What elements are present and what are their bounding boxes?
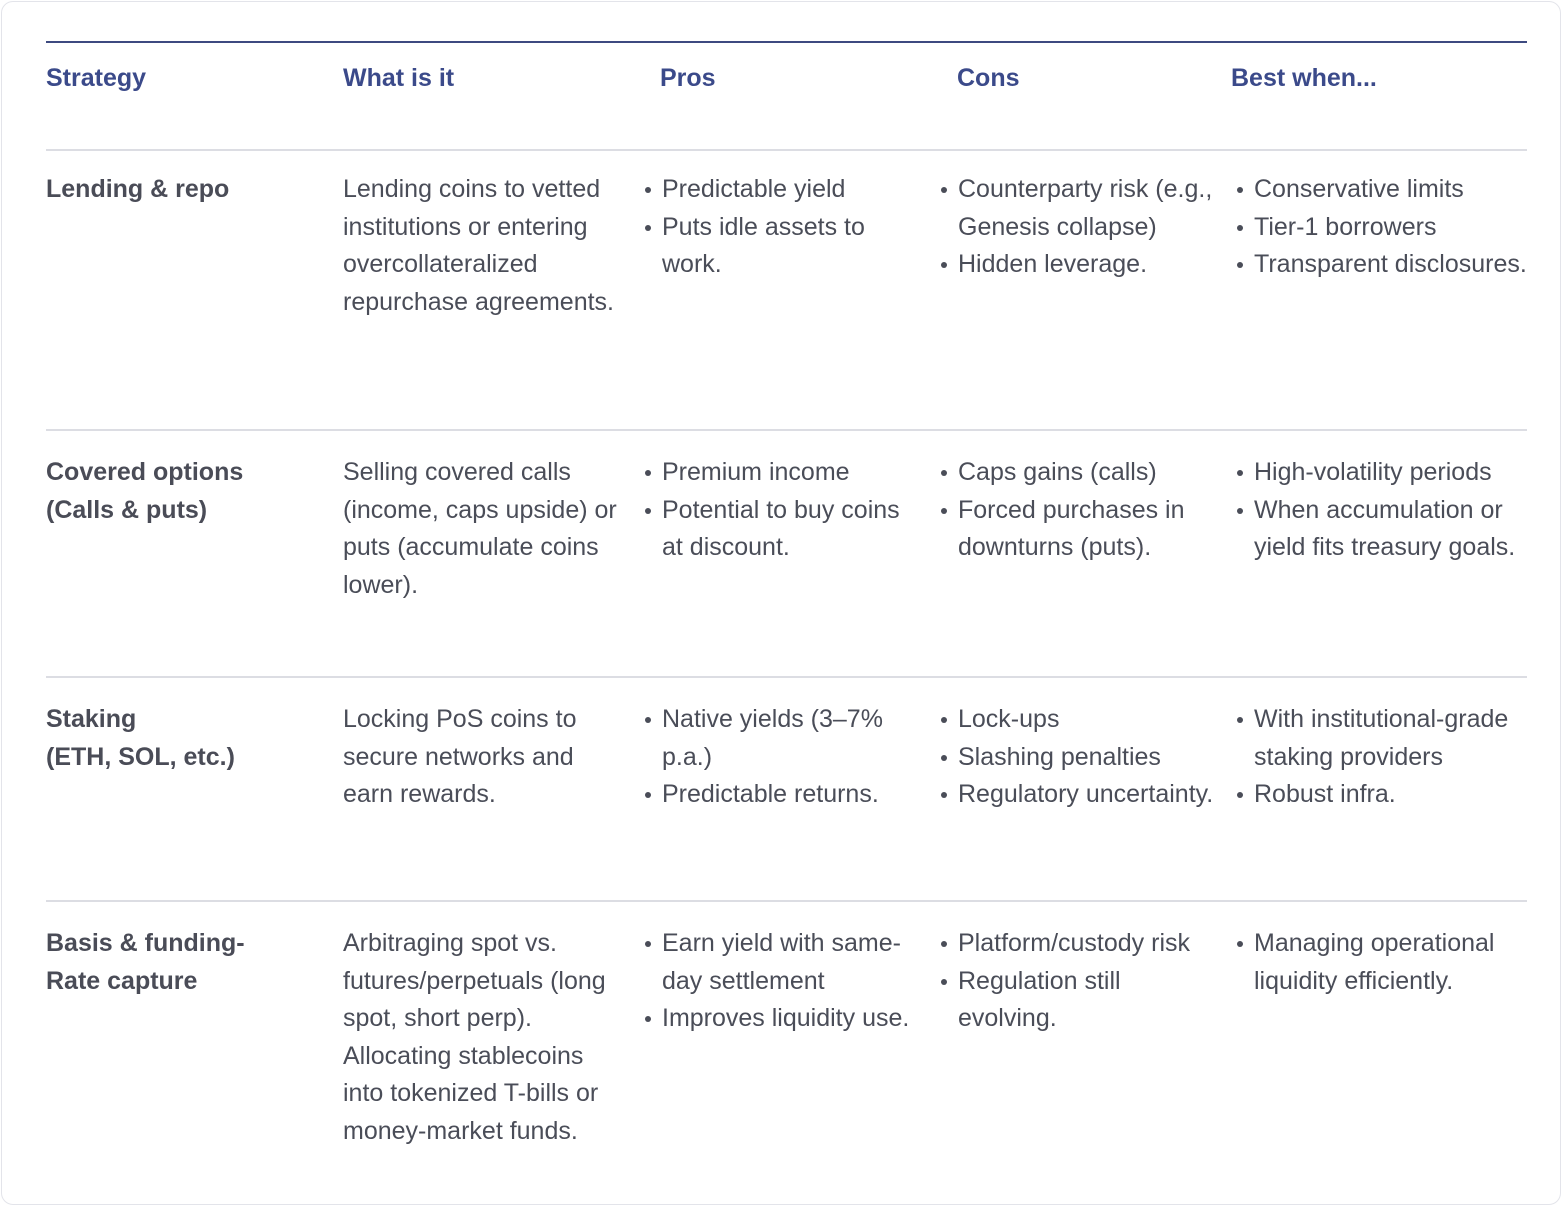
header-pros: Pros: [660, 64, 716, 92]
best-when-cell: [1232, 171, 1532, 284]
header-strategy: Strategy: [46, 64, 147, 92]
strategy-cell: [46, 701, 316, 776]
strategy-line: Staking: [46, 705, 137, 733]
row-divider: [46, 149, 1527, 151]
cons-cell: [936, 171, 1226, 284]
pros-cell: [640, 701, 925, 814]
strategy-line: (ETH, SOL, etc.): [46, 742, 235, 771]
pros-item: Puts idle assets to work.: [640, 209, 925, 284]
pros-item: Predictable returns.: [640, 776, 925, 814]
pros-cell: [640, 925, 925, 1038]
header-best-when: Best when...: [1231, 64, 1377, 92]
strategy-line: Rate capture: [46, 966, 198, 995]
pros-item: Premium income: [640, 454, 925, 492]
strategy-table-card: [1, 1, 1561, 1205]
pros-item: Earn yield with same-day settlement: [640, 925, 925, 1000]
best-when-item: High-volatility periods: [1232, 454, 1532, 492]
cons-item: Slashing penalties: [936, 739, 1226, 777]
strategy-cell: [46, 454, 316, 529]
table-top-rule: [46, 41, 1527, 43]
cons-item: Caps gains (calls): [936, 454, 1226, 492]
cons-item: Platform/custody risk: [936, 925, 1226, 963]
cons-item: Lock-ups: [936, 701, 1226, 739]
strategy-cell: [46, 925, 316, 1000]
cons-item: Regulation still evolving.: [936, 963, 1226, 1038]
best-when-cell: [1232, 701, 1532, 814]
row-divider: [46, 429, 1527, 431]
strategy-line: Basis & funding-: [46, 929, 245, 957]
pros-item: Improves liquidity use.: [640, 1000, 925, 1038]
best-when-item: Conservative limits: [1232, 171, 1532, 209]
what-cell: Selling covered calls (income, caps upside) or puts (accumulate coins lower).: [343, 458, 617, 599]
what-cell: Arbitraging spot vs. futures/perpetuals (long spot, short perp). Allocating stablecoins into tokenized T-bills or money-market funds.: [343, 929, 606, 1145]
best-when-cell: [1232, 925, 1532, 1000]
best-when-item: With institutional-grade staking providers: [1232, 701, 1532, 776]
pros-item: Predictable yield: [640, 171, 925, 209]
best-when-cell: [1232, 454, 1532, 567]
pros-cell: [640, 454, 925, 567]
header-what-is-it: What is it: [343, 64, 455, 92]
cons-item: Regulatory uncertainty.: [936, 776, 1226, 814]
strategy-line: Lending & repo: [46, 175, 230, 203]
pros-item: Native yields (3–7% p.a.): [640, 701, 925, 776]
best-when-item: Robust infra.: [1232, 776, 1532, 814]
cons-item: Hidden leverage.: [936, 246, 1226, 284]
cons-cell: [936, 925, 1226, 1038]
what-cell: Locking PoS coins to secure networks and earn rewards.: [343, 705, 577, 808]
best-when-item: Managing operational liquidity efficiently.: [1232, 925, 1532, 1000]
header-cons: Cons: [957, 64, 1020, 92]
row-divider: [46, 676, 1527, 678]
table-header-row: [46, 59, 1527, 99]
cons-item: Forced purchases in downturns (puts).: [936, 492, 1226, 567]
strategy-cell: [46, 171, 316, 209]
cons-cell: [936, 701, 1226, 814]
pros-item: Potential to buy coins at discount.: [640, 492, 925, 567]
strategy-line: (Calls & puts): [46, 495, 208, 524]
best-when-item: Transparent disclosures.: [1232, 246, 1532, 284]
cons-cell: [936, 454, 1226, 567]
strategy-line: Covered options: [46, 458, 244, 486]
best-when-item: When accumulation or yield fits treasury goals.: [1232, 492, 1532, 567]
best-when-item: Tier-1 borrowers: [1232, 209, 1532, 247]
cons-item: Counterparty risk (e.g., Genesis collapse): [936, 171, 1226, 246]
row-divider: [46, 900, 1527, 902]
what-cell: Lending coins to vetted institutions or entering overcollateralized repurchase agreements.: [343, 175, 614, 316]
pros-cell: [640, 171, 925, 284]
